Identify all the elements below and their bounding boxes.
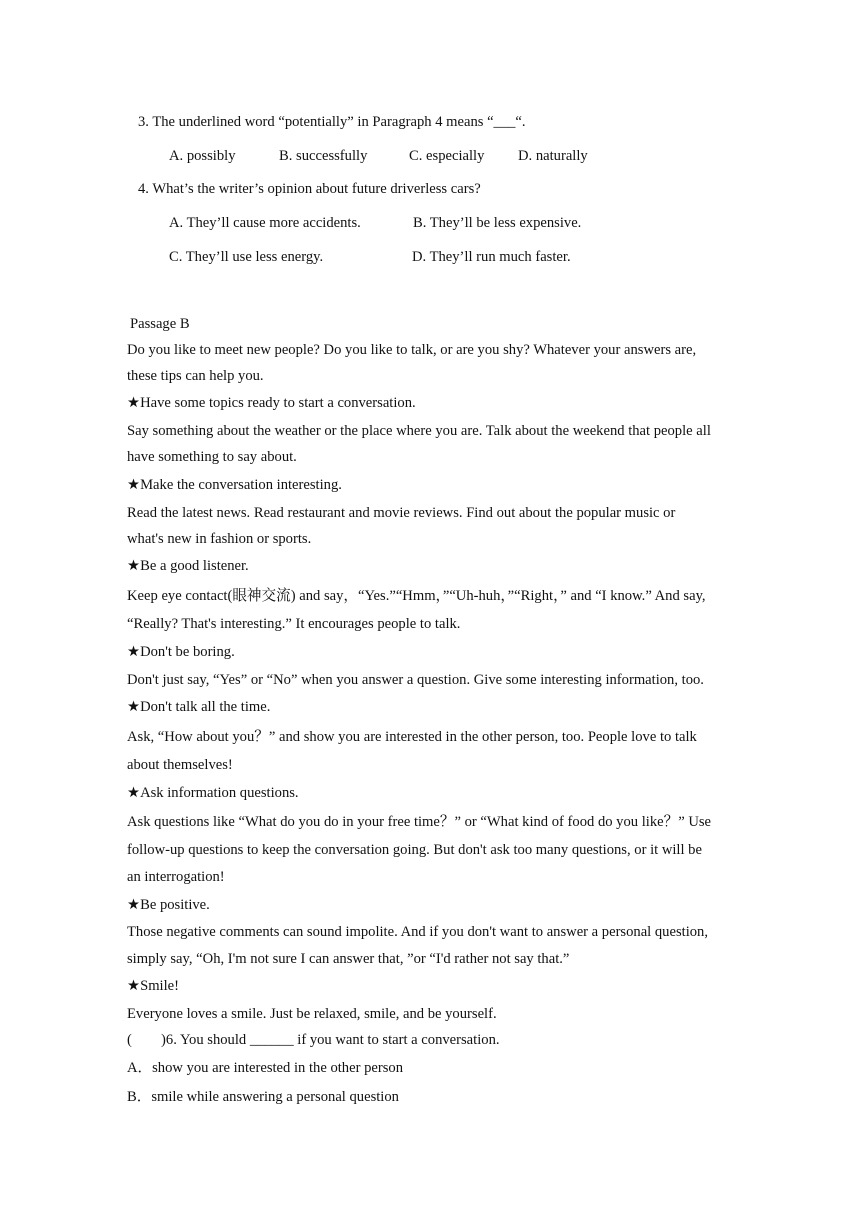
question-4-option-a: A. They’ll cause more accidents. <box>169 215 361 231</box>
passage-line: Everyone loves a smile. Just be relaxed, smile, and be yourself. <box>127 1006 497 1022</box>
passage-line: what's new in fashion or sports. <box>127 531 312 547</box>
question-4-stem: 4. What’s the writer’s opinion about future driverless cars? <box>138 181 481 197</box>
tip-heading: ★Be positive. <box>127 897 210 913</box>
passage-line: about themselves! <box>127 757 233 773</box>
passage-line: Read the latest news. Read restaurant and movie reviews. Find out about the popular music or <box>127 505 676 521</box>
tip-heading: ★Don't be boring. <box>127 644 235 660</box>
passage-line: Don't just say, “Yes” or “No” when you answer a question. Give some interesting information, too. <box>127 672 704 688</box>
question-6-option-b: B．smile while answering a personal question <box>127 1089 399 1105</box>
question-4-option-b: B. They’ll be less expensive. <box>413 215 582 231</box>
tip-heading: ★Don't talk all the time. <box>127 699 271 715</box>
passage-line: Those negative comments can sound impolite. And if you don't want to answer a personal question, <box>127 924 708 940</box>
tip-heading: ★Make the conversation interesting. <box>127 477 342 493</box>
question-3-option-a: A. possibly <box>169 148 236 164</box>
passage-heading: Passage B <box>130 316 190 332</box>
passage-line: simply say, “Oh, I'm not sure I can answer that, ”or “I'd rather not say that.” <box>127 951 570 967</box>
tip-heading: ★Ask information questions. <box>127 785 299 801</box>
question-3-option-b: B. successfully <box>279 148 368 164</box>
passage-line: have something to say about. <box>127 449 297 465</box>
tip-heading: ★Have some topics ready to start a conversation. <box>127 395 416 411</box>
question-6-option-a: A．show you are interested in the other person <box>127 1060 403 1076</box>
passage-line: “Really? That's interesting.” It encourages people to talk. <box>127 616 461 632</box>
question-4-option-d: D. They’ll run much faster. <box>412 249 571 265</box>
passage-line: Say something about the weather or the place where you are. Talk about the weekend that people all <box>127 423 711 439</box>
passage-line: follow-up questions to keep the conversation going. But don't ask too many questions, or it will be <box>127 842 702 858</box>
tip-heading: ★Be a good listener. <box>127 558 249 574</box>
passage-line: these tips can help you. <box>127 368 264 384</box>
question-4-option-c: C. They’ll use less energy. <box>169 249 324 265</box>
passage-line: an interrogation! <box>127 869 225 885</box>
passage-line: Do you like to meet new people? Do you like to talk, or are you shy? Whatever your answers are, <box>127 342 697 358</box>
tip-heading: ★Smile! <box>127 978 179 994</box>
passage-line: Ask questions like “What do you do in your free time？” or “What kind of food do you like？” Use <box>127 814 712 830</box>
question-3-option-d: D. naturally <box>518 148 588 164</box>
passage-line: Keep eye contact(眼神交流) and say，“Yes.”“Hmm，”“Uh-huh，”“Right，” and “I know.” And say, <box>127 588 706 604</box>
question-3-stem: 3. The underlined word “potentially” in Paragraph 4 means “___“. <box>138 114 526 130</box>
question-3-option-c: C. especially <box>409 148 485 164</box>
question-6-stem: ( )6. You should ______ if you want to start a conversation. <box>127 1032 500 1048</box>
passage-line: Ask, “How about you？” and show you are interested in the other person, too. People love to talk <box>127 729 697 745</box>
